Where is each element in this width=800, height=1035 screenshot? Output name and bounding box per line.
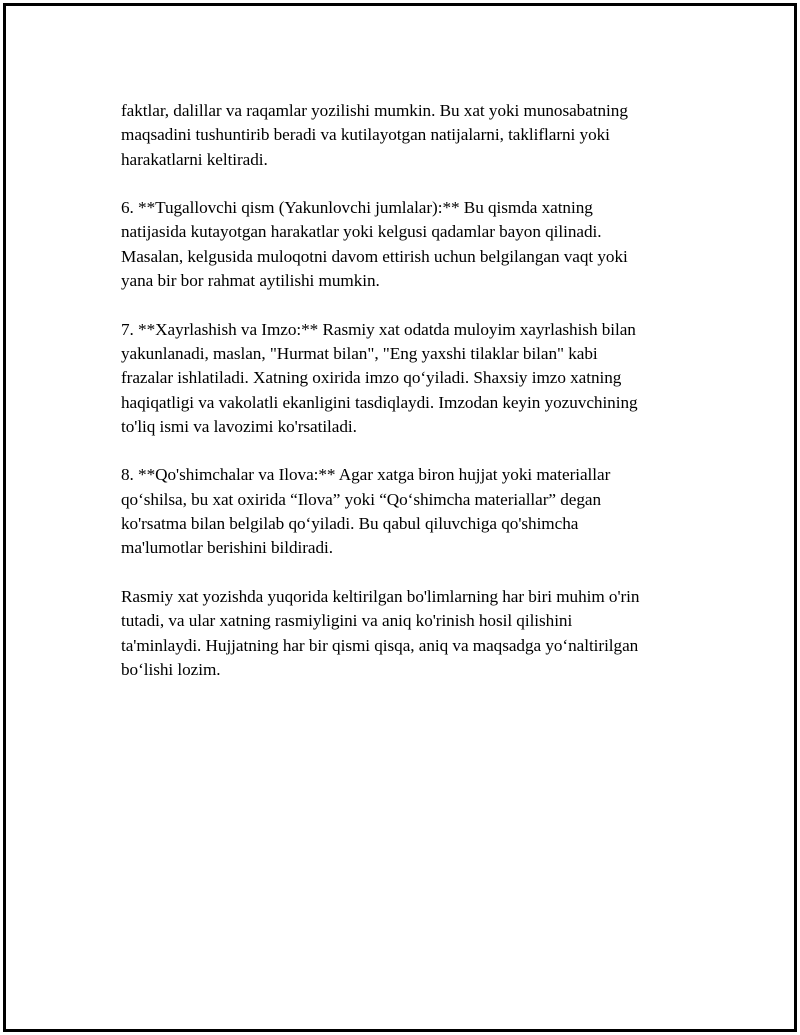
paragraph-section-7-farewell-signature: 7. **Xayrlashish va Imzo:** Rasmiy xat odatda muloyim xayrlashish bilan yakunlanadi, maslan, "Hurmat bilan", "Eng yaxshi tilaklar bilan" kabi frazalar ishlatiladi. Xatning oxirida imzo qo‘yiladi. Shaxsiy imzo xatning haqiqatligi va vakolatli ekanligini tasdiqlaydi. Imzodan keyin yozuvchining to'liq ismi va lavozimi ko'rsatiladi. — [121, 319, 638, 436]
paragraph-conclusion: Rasmiy xat yozishda yuqorida keltirilgan bo'limlarning har biri muhim o'rin tutadi, va ular xatning rasmiyligini va aniq ko'rinish hosil qilishini ta'minlaydi. Hujjatning har bir qismi qisqa, aniq va maqsadga yo‘naltirilgan bo‘lishi lozim. — [121, 586, 640, 679]
document-body — [121, 99, 696, 706]
paragraph-section-6-closing-part: 6. **Tugallovchi qism (Yakunlovchi jumlalar):** Bu qismda xatning natijasida kutayotgan harakatlar yoki kelgusi qadamlar bayon qilinadi. Masalan, kelgusida muloqotni davom ettirish uchun belgilangan vaqt yoki yana bir bor rahmat aytilishi mumkin. — [121, 198, 628, 291]
document-page — [3, 3, 797, 1032]
paragraph-section-8-attachments: 8. **Qo'shimchalar va Ilova:** Agar xatga biron hujjat yoki materiallar qo‘shilsa, bu xat oxirida “Ilova” yoki “Qo‘shimcha materiallar” degan ko'rsatma bilan belgilab qo‘yiladi. Bu qabul qiluvchiga qo'shimcha ma'lumotlar berishini bildiradi. — [121, 465, 611, 558]
paragraph-continuation-facts: faktlar, dalillar va raqamlar yozilishi mumkin. Bu xat yoki munosabatning maqsadini tushuntirib beradi va kutilayotgan natijalarni, takliflarni yoki harakatlarni keltiradi. — [121, 101, 628, 169]
